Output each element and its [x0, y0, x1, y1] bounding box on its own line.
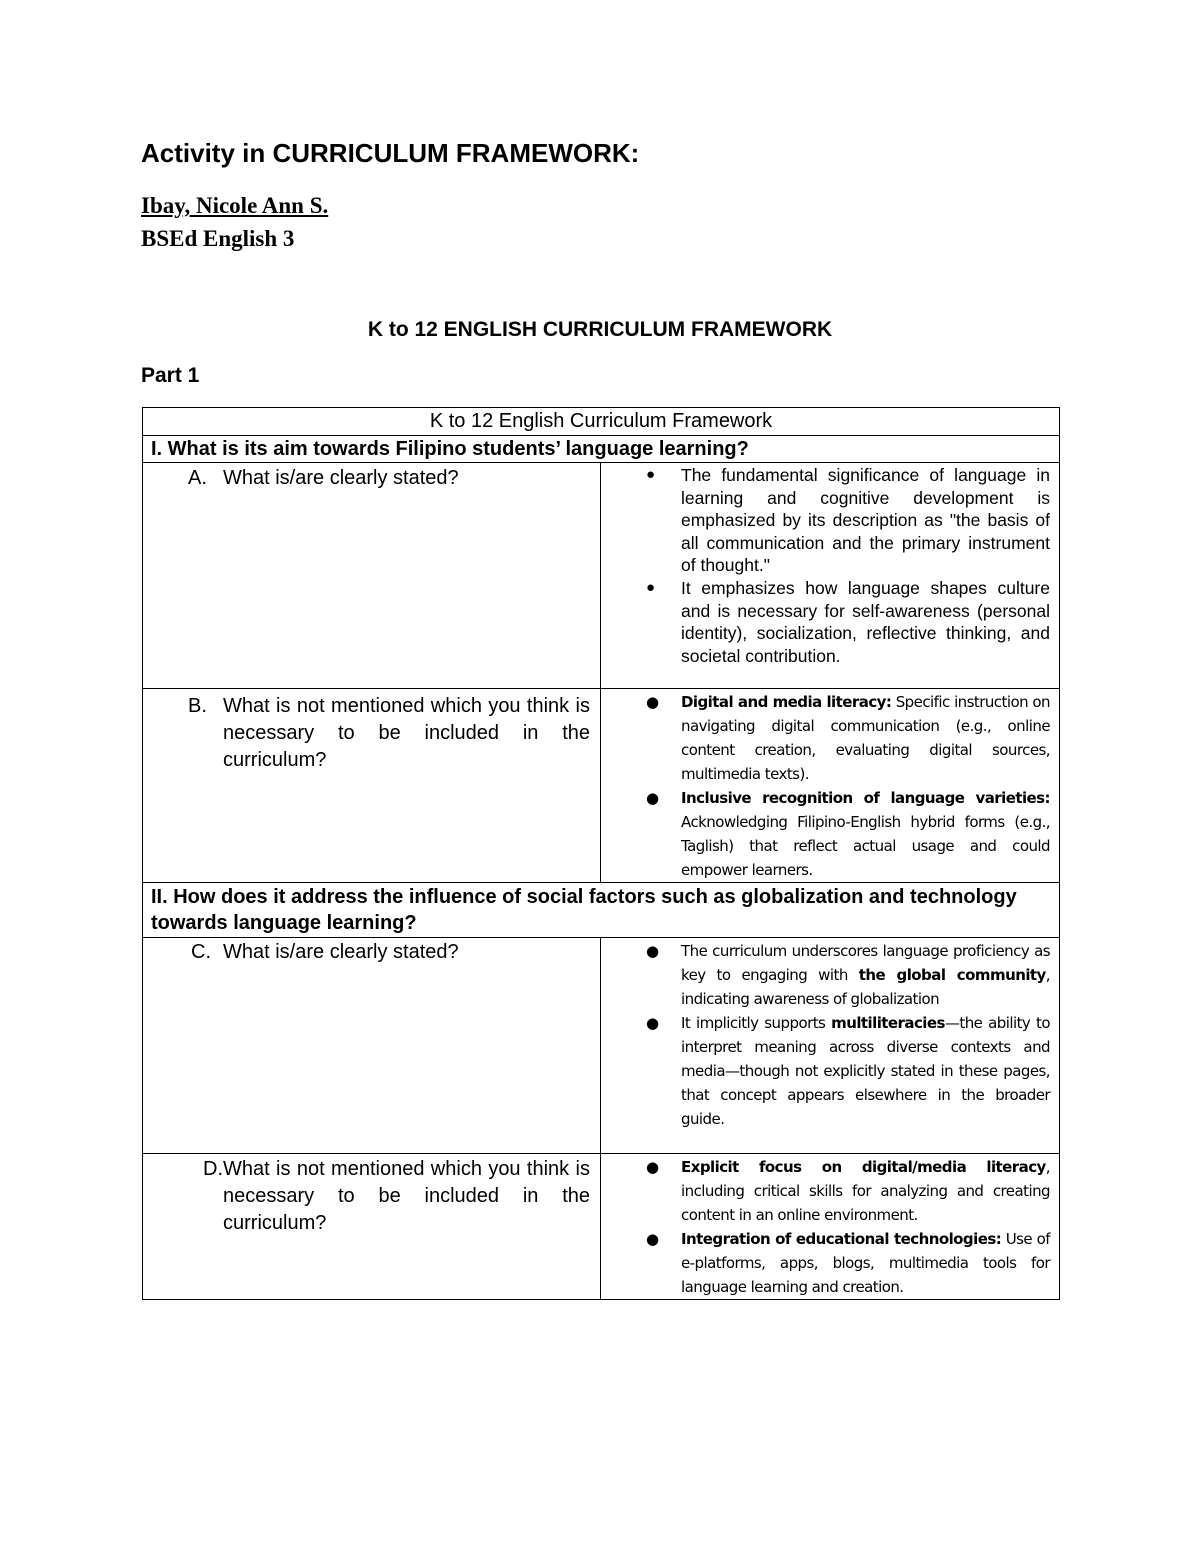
question-cell-d: [143, 1154, 601, 1300]
list-item: ● The fundamental significance of language in learning and cognitive development is emphasized by its description as "the basis of all communication and the primary instrument of thought.": [646, 465, 1050, 576]
list-item: ● Explicit focus on digital/media literacy, including critical skills for analyzing and creating content in an online environment.: [681, 1155, 1050, 1227]
question-text: What is not mentioned which you think is necessary to be included in the curriculum?: [223, 695, 590, 771]
question-cell-b: [143, 689, 601, 883]
section-1-heading: I. What is its aim towards Filipino students’ language learning?: [143, 436, 1060, 463]
part-label: Part 1: [141, 364, 200, 387]
answer-list: [601, 689, 1059, 882]
bullet-icon: ●: [646, 466, 656, 483]
bullet-icon: ●: [646, 578, 656, 596]
question-text: What is/are clearly stated?: [223, 941, 459, 963]
section-heading-row: [143, 883, 1060, 938]
list-item: ● Integration of educational technologies: Use of e-platforms, apps, blogs, multimedia tools for language learning and creation.: [681, 1227, 1050, 1299]
bullet-icon: ●: [646, 789, 659, 807]
question-letter: C.: [191, 941, 211, 963]
table-row: [143, 463, 1060, 689]
bullet-icon: ●: [646, 1014, 659, 1032]
bullet-icon: ●: [646, 942, 659, 960]
table-row: [143, 938, 1060, 1154]
answer-list: [601, 463, 1059, 667]
answer-cell-c: [601, 938, 1060, 1154]
section-2-heading: II. How does it address the influence of social factors such as globalization and technology towards language learning?: [143, 883, 1060, 938]
framework-table: [142, 407, 1060, 1300]
question-cell-a: [143, 463, 601, 689]
activity-title: Activity in CURRICULUM FRAMEWORK:: [141, 138, 640, 168]
table-title: K to 12 English Curriculum Framework: [143, 408, 1060, 436]
answer-cell-a: [601, 463, 1060, 689]
list-item: ● It emphasizes how language shapes culture and is necessary for self-awareness (personal identity), socialization, reflective thinking, and societal contribution.: [646, 577, 1050, 666]
question-letter: D.: [203, 1158, 223, 1180]
table-row: [143, 689, 1060, 883]
list-item: ● The curriculum underscores language proficiency as key to engaging with the global community, indicating awareness of globalization: [681, 939, 1050, 1011]
framework-heading: K to 12 ENGLISH CURRICULUM FRAMEWORK: [367, 318, 833, 341]
question-cell-c: [143, 938, 601, 1154]
student-name: Ibay, Nicole Ann S.: [141, 193, 329, 218]
question-letter: A.: [188, 467, 207, 489]
list-item: ● Digital and media literacy: Specific instruction on navigating digital communication (e.g., online content creation, evaluating digital sources, multimedia texts).: [681, 690, 1050, 786]
question-text: What is not mentioned which you think is necessary to be included in the curriculum?: [223, 1158, 590, 1234]
answer-cell-b: [601, 689, 1060, 883]
question-letter: B.: [188, 695, 207, 717]
bullet-icon: ●: [646, 1230, 659, 1248]
question-text: What is/are clearly stated?: [223, 467, 459, 489]
answer-list: [601, 938, 1059, 1131]
bullet-icon: ●: [646, 1158, 659, 1176]
table-row: [143, 1154, 1060, 1300]
bullet-icon: ●: [646, 693, 659, 711]
list-item: ● It implicitly supports multiliteracies—the ability to interpret meaning across diverse contexts and media—though not explicitly stated in these pages, that concept appears elsewhere in the broader guide.: [681, 1011, 1050, 1131]
section-heading-row: [143, 436, 1060, 463]
answer-list: [601, 1154, 1059, 1299]
answer-cell-d: [601, 1154, 1060, 1300]
list-item: ● Inclusive recognition of language varieties: Acknowledging Filipino-English hybrid forms (e.g., Taglish) that reflect actual usage and could empower learners.: [681, 786, 1050, 882]
student-course: BSEd English 3: [141, 226, 295, 251]
table-title-row: [143, 408, 1060, 436]
